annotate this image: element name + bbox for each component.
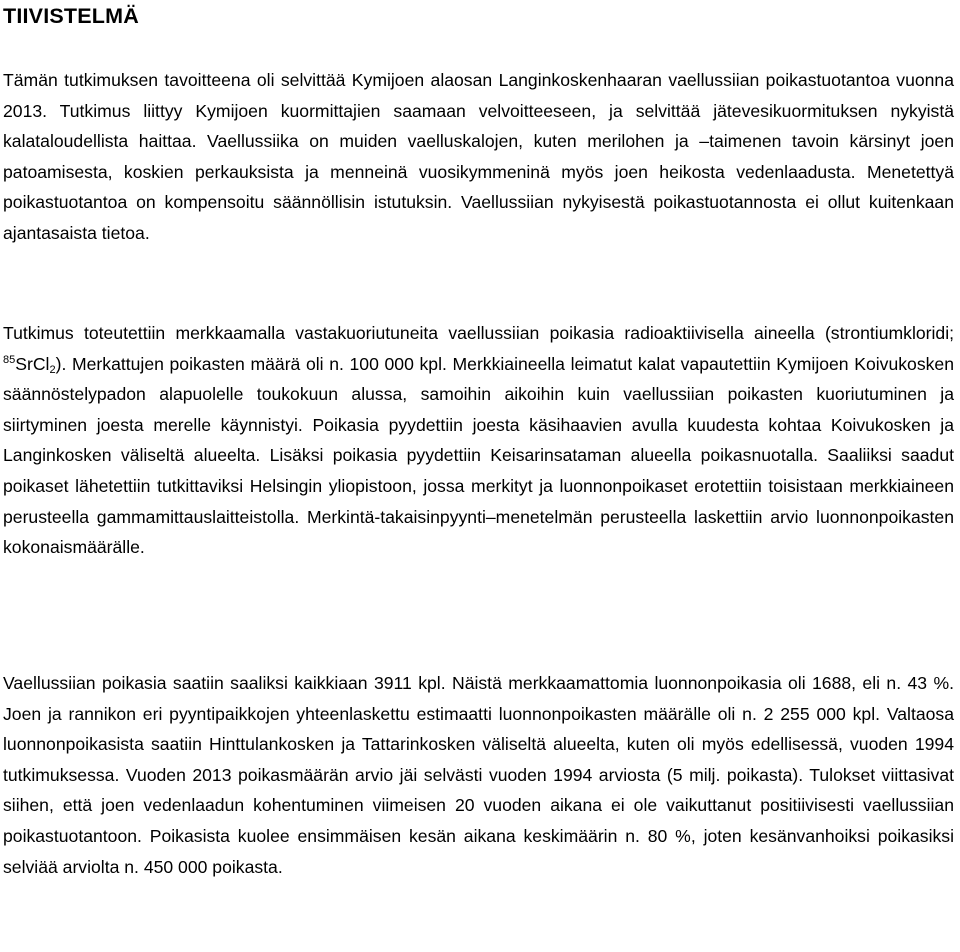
paragraph-2-text-start: Tutkimus toteutettiin merkkaamalla vastakuoriutuneita vaellussiian poikasia radioaktiivisella aineella (strontiumkloridi;	[3, 323, 954, 343]
abstract-paragraph-2	[3, 318, 954, 563]
abstract-paragraph-1: Tämän tutkimuksen tavoitteena oli selvittää Kymijoen alaosan Langinkoskenhaaran vaellussiian poikastuotantoa vuonna 2013. Tutkimus liittyy Kymijoen kuormittajien saamaan velvoitteeseen, ja selvittää jätevesikuormituksen nykyistä kalataloudellista haittaa. Vaellussiika on muiden vaelluskalojen, kuten merilohen ja –taimenen tavoin kärsinyt joen patoamisesta, koskien perkauksista ja menneinä vuosikymmeninä myös joen heikosta vedenlaadusta. Menetettyä poikastuotantoa on kompensoitu säännöllisin istutuksin. Vaellussiian nykyisestä poikastuotannosta ei ollut kuitenkaan ajantasaista tietoa.	[3, 70, 954, 243]
abstract-paragraph-3: Vaellussiian poikasia saatiin saaliksi kaikkiaan 3911 kpl. Näistä merkkaamattomia luonnonpoikasia oli 1688, eli n. 43 %. Joen ja rannikon eri pyyntipaikkojen yhteenlaskettu estimaatti luonnonpoikasten määrälle oli n. 2 255 000 kpl. Valtaosa luonnonpoikasista saatiin Hinttulankosken ja Tattarinkosken väliseltä alueelta, kuten oli myös edellisessä, vuoden 1994 tutkimuksessa. Vuoden 2013 poikasmäärän arvio jäi selvästi vuoden 1994 arviosta (5 milj. poikasta). Tulokset viittasivat siihen, että joen vedenlaadun kohentuminen viimeisen 20 vuoden aikana ei ole vaikuttanut positiivisesti vaellussiian poikastuotantoon. Poikasista kuolee ensimmäisen kesän aikana keskimäärin n. 80 %, joten kesänvanhoiksi poikasiksi selviää arviolta n. 450 000 poikasta.	[3, 673, 954, 877]
chemical-formula: SrCl	[15, 353, 50, 374]
paragraph-2-text-end: ). Merkattujen poikasten määrä oli n. 100 000 kpl. Merkkiaineella leimatut kalat vapautettiin Kymijoen Koivukosken säännöstelypadon alapuolelle toukokuun alussa, samoihin aikoihin kuin vaellussiian poikasten kuoriutuminen ja siirtyminen joesta merelle käynnistyi. Poikasia pyydettiin joesta käsihaavien avulla kuudesta kohtaa Koivukosken ja Langinkosken väliseltä alueelta. Lisäksi poikasia pyydettiin Keisarinsataman alueella poikasnuotalla. Saaliiksi saadut poikaset lähetettiin tutkittaviksi Helsingin yliopistoon, jossa merkityt ja luonnonpoikaset erotettiin toisistaan merkkiaineen perusteella gammamittauslaitteistolla. Merkintä-takaisinpyynti–menetelmän perusteella laskettiin arvio luonnonpoikasten kokonaismäärälle.	[3, 353, 954, 558]
document-title: TIIVISTELMÄ	[3, 4, 139, 28]
formula-subscript: 2	[49, 363, 56, 376]
isotope-mass-number: 85	[3, 353, 16, 366]
